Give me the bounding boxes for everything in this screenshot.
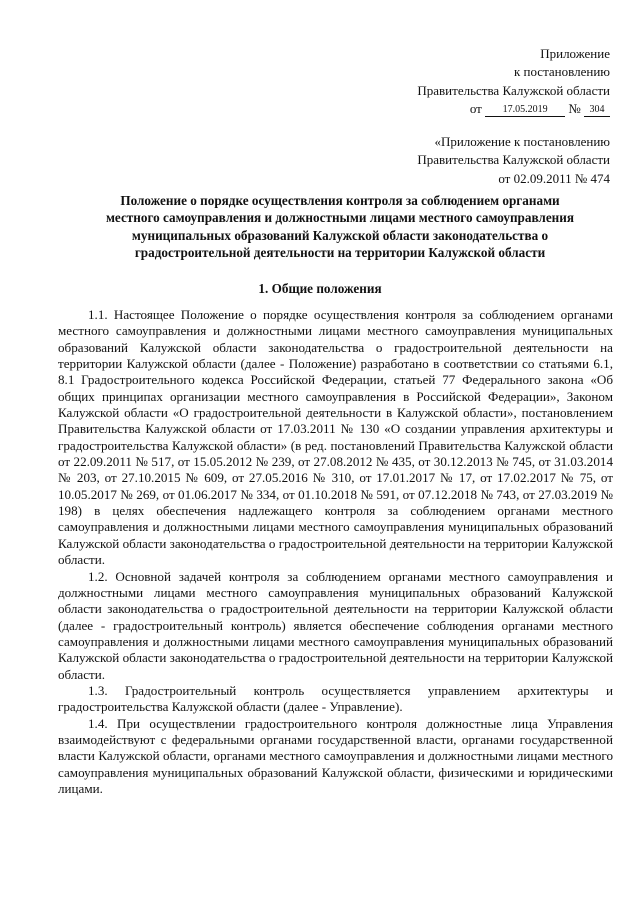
original-appendix-header: [417, 133, 610, 188]
number-sign: №: [568, 100, 581, 116]
appendix-date-number-line: [417, 100, 610, 118]
appendix-header: [417, 45, 610, 118]
handwritten-date: 17.05.2019: [485, 104, 565, 117]
paragraph-1-4: 1.4. При осуществлении градостроительного контроля должностные лица Управления взаимодействуют с федеральными органами государственной власти, органами государственной власти Калужской области, органами местного самоуправления и должностными лицами местного самоуправления муниципальных образований Калужской области, физическими и юридическими лицами.: [58, 715, 613, 796]
title-line-4: градостроительной деятельности на территории Калужской области: [134, 245, 546, 261]
title-line-1: Положение о порядке осуществления контроля за соблюдением органами: [120, 193, 560, 208]
appendix-line-2: к постановлению: [513, 64, 610, 80]
document-title: [70, 192, 610, 262]
document-body: [58, 307, 613, 797]
appendix-line-3: Правительства Калужской области: [417, 82, 610, 98]
section-heading: 1. Общие положения: [258, 281, 382, 296]
original-appendix-line-1: «Приложение к постановлению: [434, 134, 610, 149]
paragraph-1-1: 1.1. Настоящее Положение о порядке осуществления контроля за соблюдением органами местного самоуправления и должностными лицами местного самоуправления муниципальных образований Калужской области законодательства о градостроительной деятельности на территории Калужской области (далее - Положение) разработано в соответствии со статьями 6.1, 8.1 Градостроительного кодекса Российской Федерации, статьей 77 Федерального закона «Об общих принципах организации местного самоуправления в Российской Федерации», Законом Калужской области «О градостроительной деятельности в Калужской области», постановлением Правительства Калужской области от 17.03.2011 № 130 «О создании управления архитектуры и градостроительства Калужской области» (в ред. постановлений Правительства Калужской области от 22.09.2011 № 517, от 15.05.2012 № 239, от 27.08.2012 № 435, от 30.12.2013 № 745, от 31.03.2014 № 203, от 27.10.2015 № 609, от 27.05.2016 № 310, от 17.01.2017 № 17, от 17.02.2017 № 75, от 10.05.2017 № 269, от 01.06.2017 № 334, от 01.10.2018 № 591, от 07.12.2018 № 743, от 27.03.2019 № 198) в целях обеспечения надлежащего контроля за соблюдением органами местного самоуправления и должностными лицами местного самоуправления муниципальных образований Калужской области законодательства о градостроительной деятельности на территории Калужской области.: [58, 307, 613, 568]
date-prefix: от: [469, 100, 482, 116]
appendix-line-1: Приложение: [540, 46, 610, 61]
title-line-2: местного самоуправления и должностными лицами местного самоуправления: [105, 210, 575, 226]
title-line-3: муниципальных образований Калужской области законодательства о: [131, 227, 549, 243]
paragraph-1-2: 1.2. Основной задачей контроля за соблюдением органами местного самоуправления и должностными лицами местного самоуправления муниципальных образований Калужской области законодательства о градостроительной деятельности на территории Калужской области (далее - градостроительный контроль) является обеспечение соблюдения органами местного самоуправления и должностными лицами местного самоуправления муниципальных образований Калужской области законодательства о градостроительной деятельности на территории Калужской области.: [58, 568, 613, 682]
paragraph-1-3: 1.3. Градостроительный контроль осуществляется управлением архитектуры и градостроительства Калужской области (далее - Управление).: [58, 682, 613, 715]
original-appendix-line-3: от 02.09.2011 № 474: [498, 170, 610, 186]
original-appendix-line-2: Правительства Калужской области: [417, 152, 610, 168]
handwritten-number: 304: [584, 104, 610, 117]
